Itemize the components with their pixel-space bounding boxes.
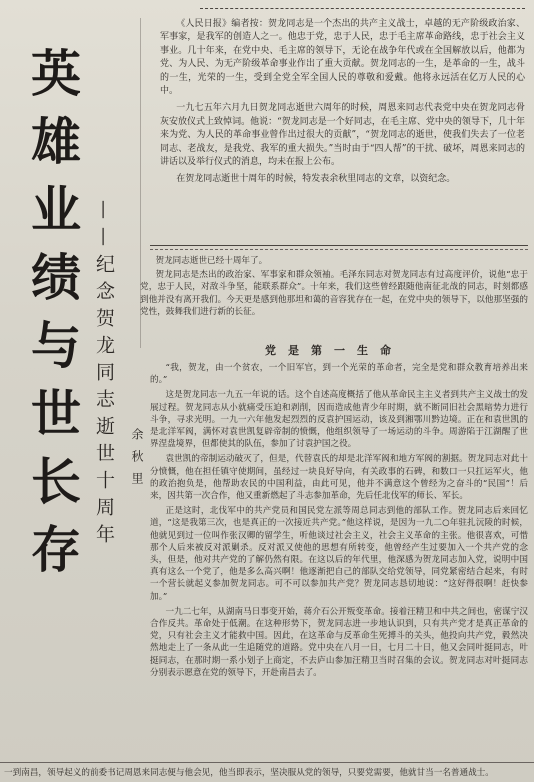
article-intro [140,255,528,345]
editor-note-paragraph: 一九七五年六月九日贺龙同志逝世六周年的时候，周恩来同志代表党中央在贺龙同志骨灰安放仪式上致悼词。他说：“贺龙同志是一个好同志，在毛主席、党中央的领导下，几十年来为党、为人民的革命事业曾作出过很大的贡献”，“贺龙同志的逝世，使我们失去了一位老同志、老战友，是我党、我军的重大损失。”当时由于“四人帮”的干扰、破坏，周恩来同志的讲话以及举行仪式的消息，均未在报上公布。 [160,103,525,168]
section-heading: 党是第一生命 [265,344,403,357]
intro-paragraph: 贺龙同志逝世已经十周年了。 [155,256,268,266]
headline-char: 存 [31,520,81,579]
headline-char: 雄 [31,112,81,171]
editor-note [160,18,525,240]
body-paragraph: 袁世凯的帝制运动破灭了，但是，代替袁氏的却是北洋军阀和地方军阀的割据。贺龙同志对此十分愤慨，他在担任镇守使期间，虽经过一块良好导向，有关政事的石碑，和数口一只扛运军火，他的政治抱负是，他帮助农民的中国利益，由此可见，他并不满意这个曾经为之奋斗的“民国”！后来，因共第一次合作，他又重新燃起了斗志参加革命，先后任北伐军的师长、军长。 [150,454,528,502]
body-paragraph: 正是这时，北伐军中的共产党员和国民党左派等周总同志到他的部队工作。贺龙同志后来回忆道，“这是我第三次，也是真正的一次接近共产党。”他这样说，是因为一九二○年驻扎沅陵的时候，他就见到过一位叫作张汉卿的留学生，听他谈过社会主义，社会主义革命的主张。他很喜欢，可惜那个人后来被反对派剿杀。反对派又使他的思想有所转变，他曾经产生过要加入一个共产党的念头，但是，他对共产党的了解仍然有限。在这以后的年代里，他深感为贺龙同志加入党，说明中国真有这么一个党了，他是多么高兴啊！他逐渐把自己的部队交给党领导，同党紧密结合起来，有时一个营长就起义参加贺龙同志。可不可以参加共产党？贺龙同志恳切地说：“这好得很啊！赶快参加。” [150,506,528,602]
section-divider [150,245,528,250]
editor-note-paragraph: 在贺龙同志逝世十周年的时候，特发表余秋里同志的文章，以资纪念。 [176,174,456,185]
headline-char: 长 [31,452,81,511]
article-body [150,362,528,762]
headline [16,40,96,584]
footer-line: 一到南昌，领导起义的前委书记周恩来同志便与他会见，他当即表示，坚决服从党的领导，只要党需要，他就甘当一名普通战士。 [4,768,494,778]
body-paragraph: 这是贺龙同志一九五一年说的话。这个自述高度概括了他从革命民主主义者到共产主义战士的发展过程。贺龙同志从小就痛受压迫和剥削，因而造成他青少年时期，就不断同旧社会黑暗势力进行斗争，寻求光明。一九一六年他发起烈烈的反袁护国运动，该及到湘鄂川黔边境。正在和袁世凯的是北洋军阀，满怀对袁世凯复辟帝制的愤慨，他组织领导了一场运动的斗争。周游陷于江湖醒了世界涅盘境界，但都使其的队伍，参加了讨袁护国之役。 [150,390,528,450]
author-byline: 余秋里 [130,428,144,494]
headline-char: 与 [31,316,81,375]
headline-char: 业 [31,180,81,239]
headline-char: 世 [31,384,81,443]
subtitle: ——纪念贺龙同志逝世十周年 [93,200,115,551]
body-paragraph: 一九二七年，从湖南马日事变开始，蒋介石公开叛变革命。接着汪精卫和中共之间也，密谋宁汉合作反共。革命处于低潮。在这种形势下，贺龙同志进一步地认识到，只有共产党才是真正革命的党，只有社会主义才能救中国。因此，在这革命与反革命生死搏斗的关头，他投向共产党，毅然决然地走上了一条从此一生追随党的道路。党中央在八月一日，七月二十日，他又会同叶挺同志，叶挺同志，在那时期一系小划子上商定，不去庐山参加汪精卫当时召集的会议。贺龙同志对叶挺同志分别表示愿意在党的领导下，开赴南昌去了。 [150,606,528,678]
bottom-rule [0,762,534,763]
headline-char: 英 [31,44,81,103]
editor-note-paragraph: 《人民日报》编者按：贺龙同志是一个杰出的共产主义战士，卓越的无产阶级政治家、军事家，是我军的创造人之一。他忠于党，忠于人民，忠于毛主席革命路线，忠于社会主义事业。几十年来，在党中央、毛主席的领导下，无论在战争年代或在全国解放以后，他都为党、为人民、为无产阶级革命事业作出了重大贡献。贺龙同志的一生，是革命的一生，战斗的一生，光荣的一生，受到全党全军全国人民的尊敬和爱戴。他将永远活在亿万人民的心中。 [160,19,525,97]
intro-paragraph: 贺龙同志是杰出的政治家、军事家和群众领袖。毛泽东同志对贺龙同志有过高度评价，说他“忠于党，忠于人民，对敌斗争坚，能联系群众”。十年来，我们这些曾经跟随他南征北战的同志，时刻都感到他并没有离开我们。今天更是感到他那坦和蔼的音容犹存在一起，在党中央的领导下，以他那坚强的党性，鼓舞我们进行新的长征。 [140,270,528,317]
body-paragraph: “我，贺龙，由一个贫农，一个旧军官，到一个光荣的革命者，完全是党和群众教育培养出来的。” [150,363,528,386]
top-rule [200,8,525,13]
headline-char: 绩 [31,248,81,307]
